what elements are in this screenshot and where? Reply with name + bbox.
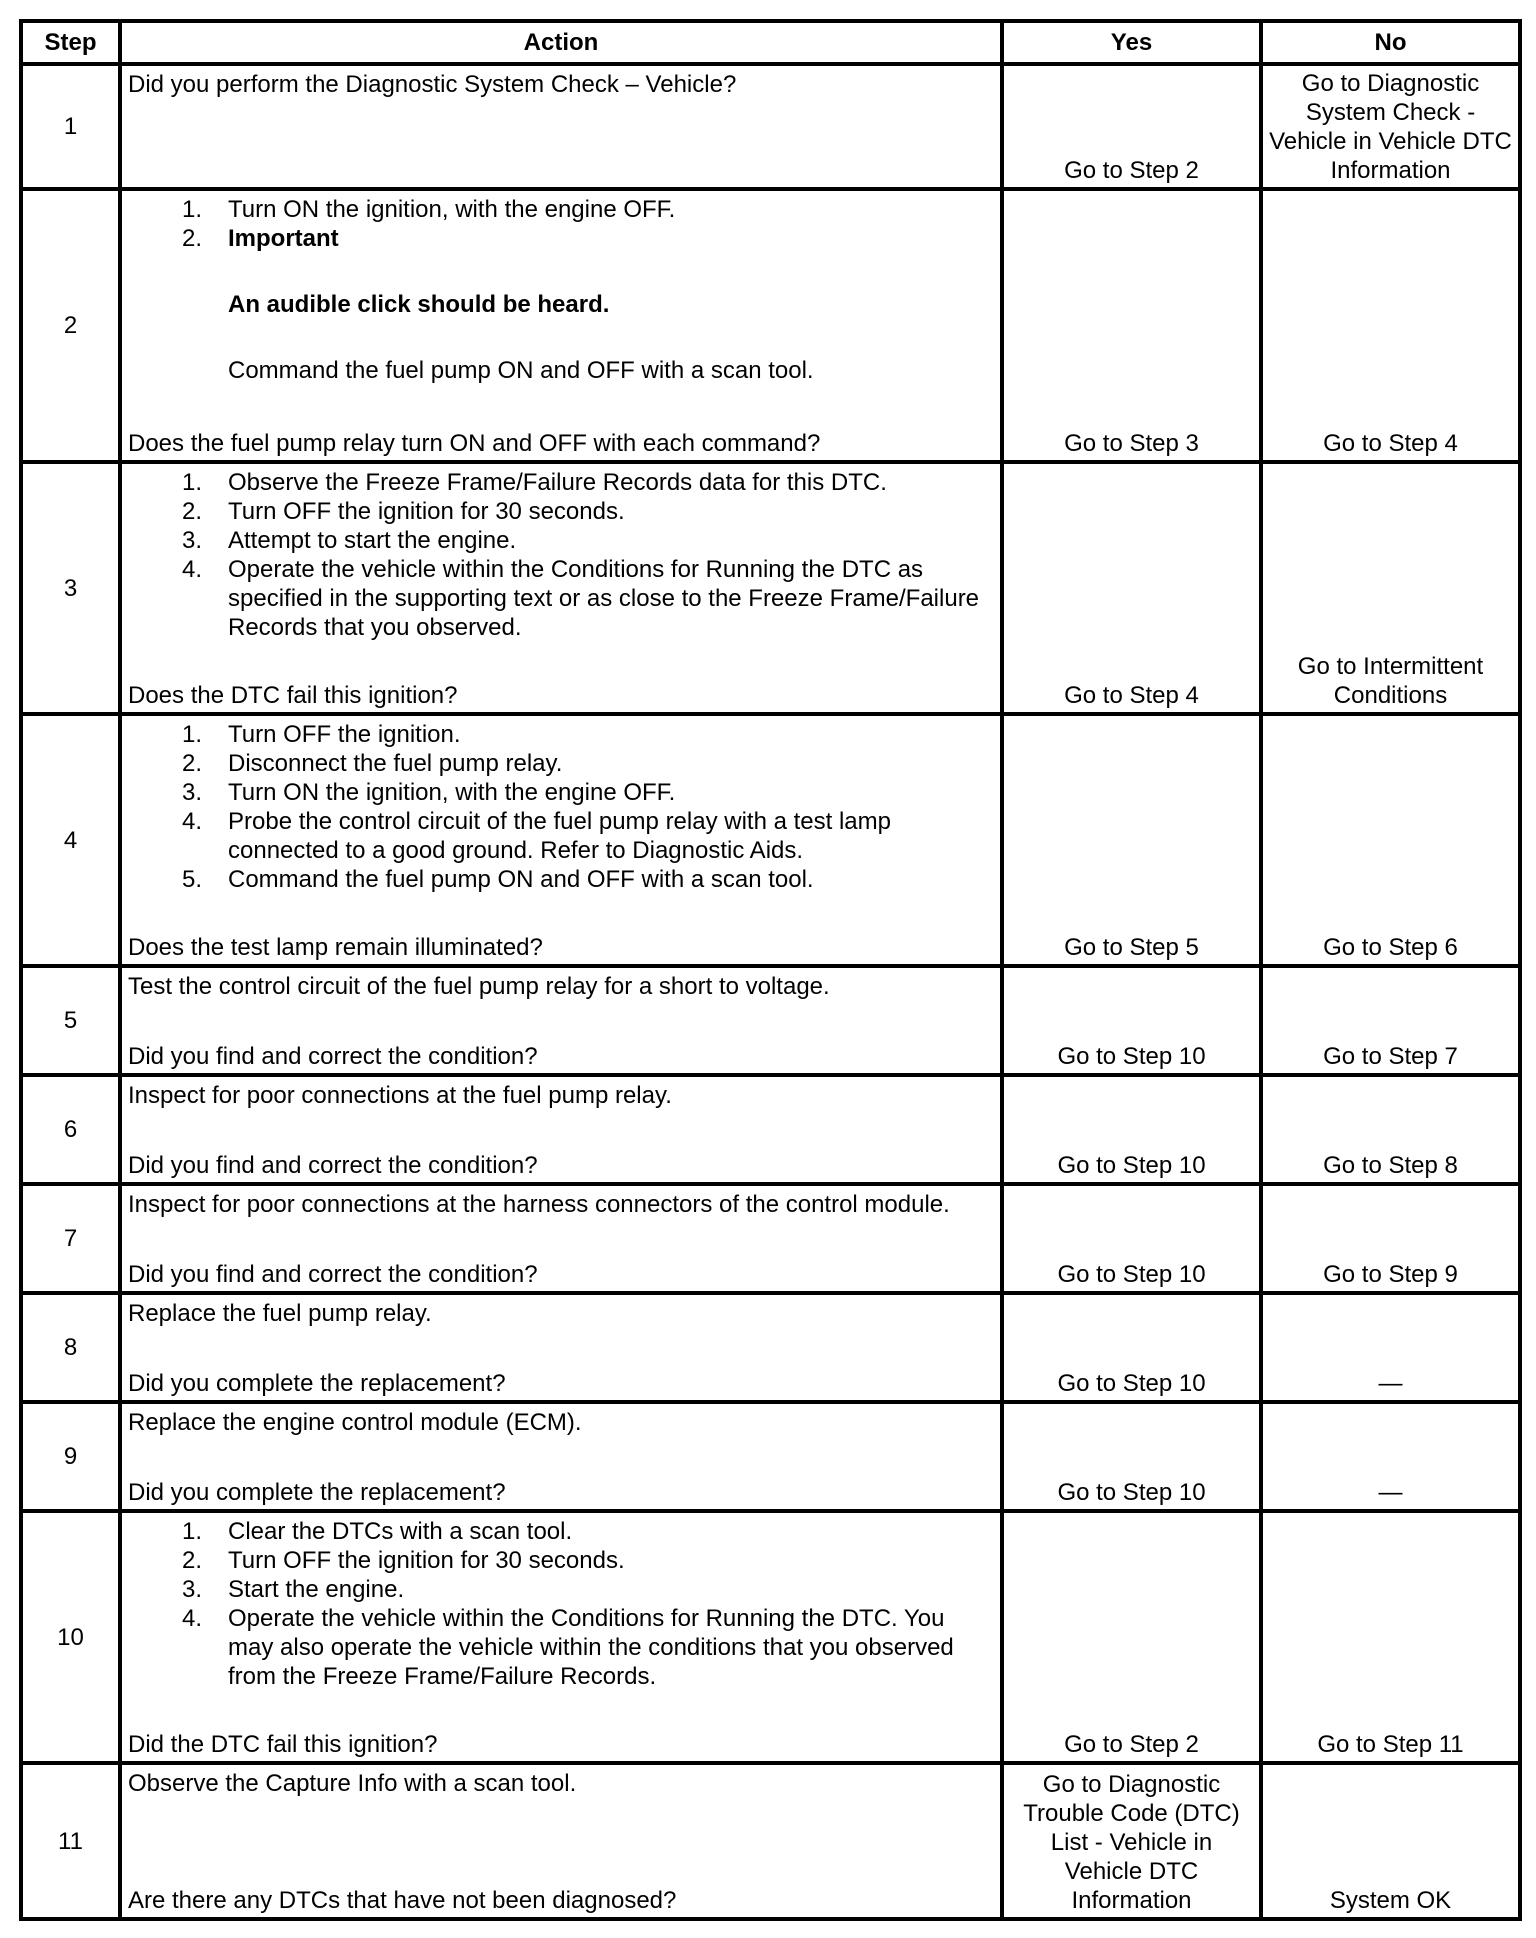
no-result: Go to Step 4 bbox=[1323, 430, 1458, 457]
no-cell bbox=[1261, 1763, 1520, 1919]
action-text: Replace the fuel pump relay. bbox=[128, 1300, 432, 1327]
no-result: Go to Intermittent Conditions bbox=[1297, 653, 1484, 709]
list-item bbox=[182, 555, 994, 642]
diagnostic-table bbox=[19, 19, 1522, 1921]
table-row bbox=[21, 966, 1520, 1075]
table-row bbox=[21, 1075, 1520, 1184]
yes-cell bbox=[1002, 966, 1261, 1075]
yes-result: Go to Step 10 bbox=[1057, 1043, 1206, 1070]
action-cell bbox=[120, 966, 1002, 1075]
action-cell bbox=[120, 462, 1002, 714]
list-item-text: Clear the DTCs with a scan tool. bbox=[228, 1518, 573, 1545]
list-item-text: Probe the control circuit of the fuel pump relay with a test lamp connected to a good ground. Refer to Diagnostic Aids. bbox=[228, 808, 891, 864]
no-result: Go to Step 6 bbox=[1323, 934, 1458, 961]
important-note: An audible click should be heard. bbox=[228, 291, 610, 318]
no-cell bbox=[1261, 1293, 1520, 1402]
list-item-text: Start the engine. bbox=[228, 1576, 405, 1603]
action-list bbox=[128, 195, 994, 385]
no-result: — bbox=[1378, 1479, 1403, 1506]
step-number: 4 bbox=[21, 714, 120, 966]
yes-result: Go to Step 4 bbox=[1064, 682, 1199, 709]
step-number: 1 bbox=[21, 64, 120, 189]
important-label: Important bbox=[228, 225, 339, 252]
list-item bbox=[182, 1604, 994, 1691]
action-cell bbox=[120, 64, 1002, 189]
action-cell bbox=[120, 1293, 1002, 1402]
yes-cell bbox=[1002, 1511, 1261, 1763]
yes-result: Go to Step 10 bbox=[1057, 1479, 1206, 1506]
list-item-number: 3. bbox=[182, 527, 203, 554]
list-item-text: Turn OFF the ignition. bbox=[228, 721, 461, 748]
list-item-text: Attempt to start the engine. bbox=[228, 527, 517, 554]
action-text: Test the control circuit of the fuel pump relay for a short to voltage. bbox=[128, 973, 830, 1000]
action-text: Observe the Capture Info with a scan tool. bbox=[128, 1770, 577, 1797]
table-row bbox=[21, 1184, 1520, 1293]
header-action: Action bbox=[120, 21, 1002, 64]
step-number: 11 bbox=[21, 1763, 120, 1919]
list-item-text: Observe the Freeze Frame/Failure Records data for this DTC. bbox=[228, 469, 887, 496]
yes-result: Go to Step 2 bbox=[1064, 1731, 1199, 1758]
list-item-number: 1. bbox=[182, 1518, 203, 1545]
no-cell bbox=[1261, 966, 1520, 1075]
table-body bbox=[21, 64, 1520, 1919]
list-item-text: Operate the vehicle within the Conditions for Running the DTC. You may also operate the vehicle within the conditions that you observed from the Freeze Frame/Failure Records. bbox=[228, 1605, 954, 1690]
list-item-number: 4. bbox=[182, 556, 203, 583]
list-item-number: 3. bbox=[182, 779, 203, 806]
list-item bbox=[182, 526, 994, 555]
list-item-text: Command the fuel pump ON and OFF with a scan tool. bbox=[228, 866, 814, 893]
yes-result: Go to Step 5 bbox=[1064, 934, 1199, 961]
yes-result: Go to Step 10 bbox=[1057, 1152, 1206, 1179]
action-cell bbox=[120, 189, 1002, 462]
list-item-text: Turn ON the ignition, with the engine OFF. bbox=[228, 779, 676, 806]
table-row bbox=[21, 189, 1520, 462]
yes-result: Go to Step 3 bbox=[1064, 430, 1199, 457]
yes-result: Go to Diagnostic Trouble Code (DTC) List - Vehicle in Vehicle DTC Information bbox=[1023, 1771, 1240, 1914]
list-item-number: 2. bbox=[182, 498, 203, 525]
action-cell bbox=[120, 1402, 1002, 1511]
yes-cell bbox=[1002, 714, 1261, 966]
action-cell bbox=[120, 714, 1002, 966]
no-result: Go to Step 9 bbox=[1323, 1261, 1458, 1288]
yes-cell bbox=[1002, 189, 1261, 462]
list-item-text: Operate the vehicle within the Conditions for Running the DTC as specified in the supporting text or as close to the Freeze Frame/Failure Records that you observed. bbox=[228, 556, 980, 641]
step-number: 6 bbox=[21, 1075, 120, 1184]
no-cell bbox=[1261, 1075, 1520, 1184]
step-number: 9 bbox=[21, 1402, 120, 1511]
table-row bbox=[21, 1511, 1520, 1763]
list-item bbox=[182, 195, 994, 224]
header-yes: Yes bbox=[1002, 21, 1261, 64]
list-item-number: 4. bbox=[182, 1605, 203, 1632]
yes-cell bbox=[1002, 1184, 1261, 1293]
no-result: — bbox=[1378, 1370, 1403, 1397]
list-item bbox=[182, 720, 994, 749]
spacer bbox=[228, 253, 994, 290]
action-text: Inspect for poor connections at the harness connectors of the control module. bbox=[128, 1191, 950, 1218]
list-item bbox=[182, 865, 994, 894]
list-item-text: Turn OFF the ignition for 30 seconds. bbox=[228, 1547, 625, 1574]
step-number: 8 bbox=[21, 1293, 120, 1402]
action-question: Did you find and correct the condition? bbox=[128, 1261, 538, 1288]
yes-cell bbox=[1002, 64, 1261, 189]
table-row bbox=[21, 462, 1520, 714]
no-result: Go to Diagnostic System Check - Vehicle in Vehicle DTC Information bbox=[1269, 70, 1512, 184]
action-question: Does the DTC fail this ignition? bbox=[128, 682, 458, 709]
header-no: No bbox=[1261, 21, 1520, 64]
spacer bbox=[228, 319, 994, 356]
list-item bbox=[182, 778, 994, 807]
list-item bbox=[182, 224, 994, 385]
yes-result: Go to Step 2 bbox=[1064, 157, 1199, 184]
no-cell bbox=[1261, 189, 1520, 462]
step-number: 7 bbox=[21, 1184, 120, 1293]
yes-cell bbox=[1002, 1075, 1261, 1184]
list-item bbox=[182, 1517, 994, 1546]
list-item bbox=[182, 749, 994, 778]
action-cell bbox=[120, 1184, 1002, 1293]
no-cell bbox=[1261, 462, 1520, 714]
list-item-text: Disconnect the fuel pump relay. bbox=[228, 750, 563, 777]
step-number: 10 bbox=[21, 1511, 120, 1763]
list-item-number: 1. bbox=[182, 721, 203, 748]
yes-cell bbox=[1002, 1293, 1261, 1402]
list-item-text: Turn ON the ignition, with the engine OFF. bbox=[228, 196, 676, 223]
no-cell bbox=[1261, 1402, 1520, 1511]
action-question: Does the test lamp remain illuminated? bbox=[128, 934, 543, 961]
action-list bbox=[128, 1517, 994, 1691]
list-item bbox=[182, 497, 994, 526]
table-row bbox=[21, 714, 1520, 966]
list-item-number: 2. bbox=[182, 750, 203, 777]
action-question: Are there any DTCs that have not been diagnosed? bbox=[128, 1887, 677, 1914]
no-cell bbox=[1261, 714, 1520, 966]
no-result: System OK bbox=[1329, 1887, 1452, 1914]
action-cell bbox=[120, 1763, 1002, 1919]
header-row bbox=[21, 21, 1520, 64]
table-row bbox=[21, 1763, 1520, 1919]
yes-cell bbox=[1002, 462, 1261, 714]
list-item-number: 4. bbox=[182, 808, 203, 835]
header-step: Step bbox=[21, 21, 120, 64]
list-item-number: 2. bbox=[182, 225, 203, 252]
action-question: Does the fuel pump relay turn ON and OFF with each command? bbox=[128, 430, 821, 457]
table-row bbox=[21, 1402, 1520, 1511]
list-item-number: 1. bbox=[182, 196, 203, 223]
step-number: 2 bbox=[21, 189, 120, 462]
action-question: Did you find and correct the condition? bbox=[128, 1152, 538, 1179]
list-item bbox=[182, 807, 994, 865]
list-item-number: 3. bbox=[182, 1576, 203, 1603]
action-text: Inspect for poor connections at the fuel pump relay. bbox=[128, 1082, 672, 1109]
list-item-number: 1. bbox=[182, 469, 203, 496]
list-item-number: 2. bbox=[182, 1547, 203, 1574]
action-list bbox=[128, 468, 994, 642]
list-item bbox=[182, 1575, 994, 1604]
no-cell bbox=[1261, 1511, 1520, 1763]
step-number: 5 bbox=[21, 966, 120, 1075]
list-item bbox=[182, 468, 994, 497]
action-question: Did you find and correct the condition? bbox=[128, 1043, 538, 1070]
yes-cell bbox=[1002, 1402, 1261, 1511]
action-list bbox=[128, 720, 994, 894]
action-cell bbox=[120, 1511, 1002, 1763]
list-item bbox=[182, 1546, 994, 1575]
action-text: Did you perform the Diagnostic System Check – Vehicle? bbox=[128, 71, 737, 98]
yes-result: Go to Step 10 bbox=[1057, 1370, 1206, 1397]
no-result: Go to Step 8 bbox=[1323, 1152, 1458, 1179]
no-cell bbox=[1261, 64, 1520, 189]
action-cell bbox=[120, 1075, 1002, 1184]
no-cell bbox=[1261, 1184, 1520, 1293]
table-row bbox=[21, 64, 1520, 189]
yes-result: Go to Step 10 bbox=[1057, 1261, 1206, 1288]
no-result: Go to Step 11 bbox=[1317, 1731, 1464, 1758]
action-question: Did the DTC fail this ignition? bbox=[128, 1731, 438, 1758]
list-item-number: 5. bbox=[182, 866, 203, 893]
no-result: Go to Step 7 bbox=[1323, 1043, 1458, 1070]
list-item-text: Command the fuel pump ON and OFF with a scan tool. bbox=[228, 357, 814, 384]
table-row bbox=[21, 1293, 1520, 1402]
yes-cell bbox=[1002, 1763, 1261, 1919]
action-text: Replace the engine control module (ECM). bbox=[128, 1409, 582, 1436]
step-number: 3 bbox=[21, 462, 120, 714]
list-item-text: Turn OFF the ignition for 30 seconds. bbox=[228, 498, 625, 525]
action-question: Did you complete the replacement? bbox=[128, 1479, 506, 1506]
action-question: Did you complete the replacement? bbox=[128, 1370, 506, 1397]
